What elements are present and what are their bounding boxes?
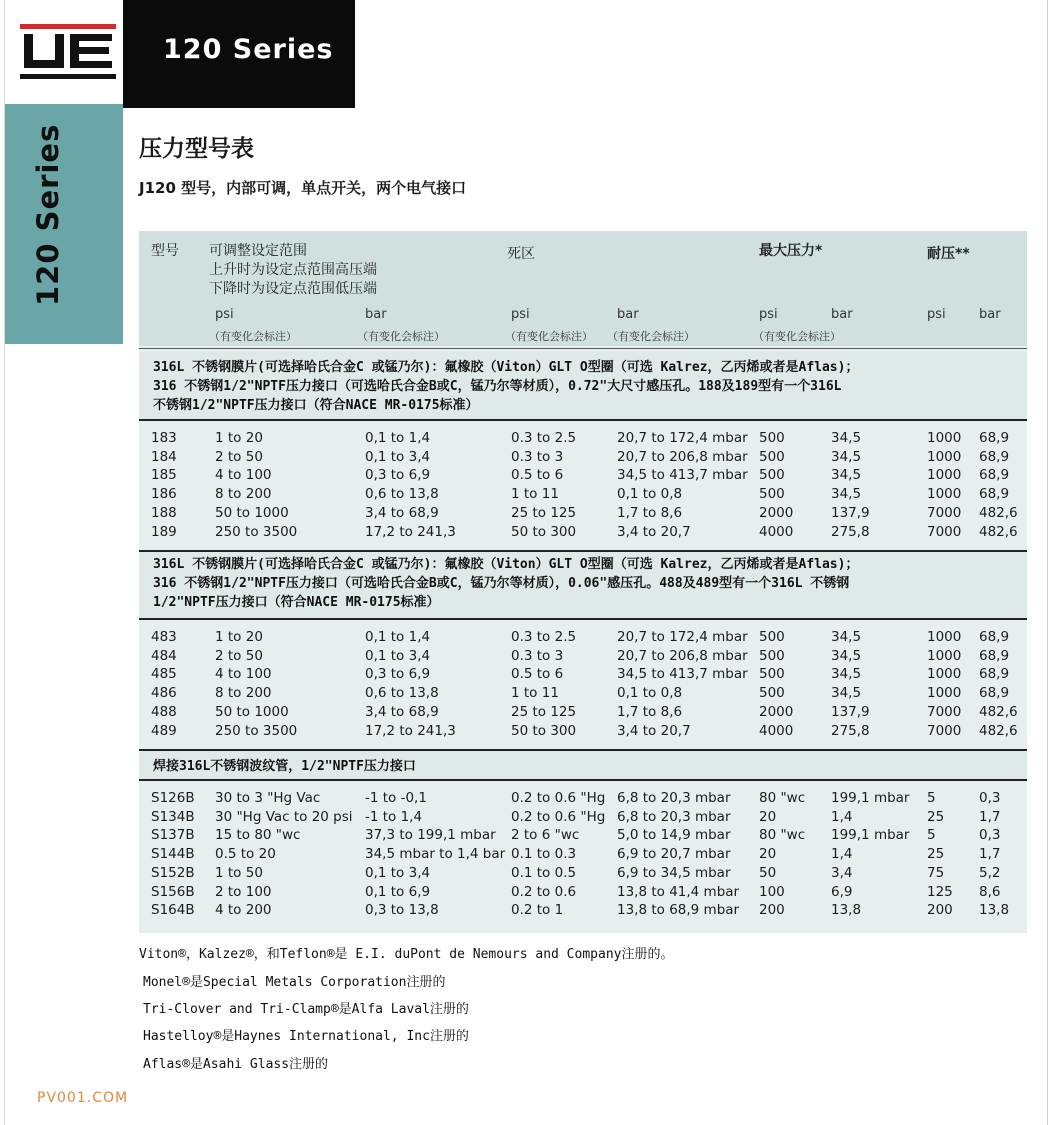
cell-proof-psi: 1000 [927,448,962,465]
cell-range-bar: 0,3 to 6,9 [365,666,431,683]
cell-model: S152B [151,864,195,881]
cell-deadband-psi: 0.1 to 0.3 [511,846,577,863]
table-row [139,846,1027,865]
table-row [139,648,1027,667]
cell-range-bar: 0,1 to 1,4 [365,629,431,645]
table-row [139,865,1027,884]
table-row [139,723,1027,742]
logo-area [5,0,123,104]
cell-model: 183 [151,430,177,446]
site-watermark: PV001.COM [37,1090,129,1106]
header-range-line1: 可调整设定范围 [209,243,307,259]
group-1-rule [139,419,1027,421]
cell-range-bar: 3,4 to 68,9 [365,703,439,720]
cell-deadband-psi: 1 to 11 [511,685,559,702]
cell-range-psi: 1 to 50 [215,864,263,881]
cell-deadband-psi: 0.3 to 3 [511,647,564,664]
cell-range-bar: 0,1 to 1,4 [365,430,431,446]
cell-deadband-psi: 2 to 6 "wc [511,827,580,844]
cell-max-bar: 34,5 [831,448,862,465]
cell-proof-psi: 7000 [927,703,962,720]
cell-proof-psi: 1000 [927,629,962,645]
header-unit-bar: bar [979,307,1001,322]
header-unit-bar: bar [831,307,853,322]
table-row [139,685,1027,704]
cell-proof-bar: 68,9 [979,666,1010,683]
cell-model: S126B [151,790,195,806]
cell-max-bar: 34,5 [831,685,862,702]
table-row [139,629,1027,648]
cell-proof-psi: 1000 [927,666,962,683]
cell-proof-bar: 482,6 [979,703,1018,720]
cell-proof-psi: 7000 [927,504,962,521]
cell-max-psi: 80 "wc [759,790,806,806]
table-row [139,430,1027,449]
cell-max-bar: 13,8 [831,902,862,919]
cell-deadband-psi: 25 to 125 [511,504,577,521]
cell-max-psi: 200 [759,902,785,919]
cell-range-bar: -1 to -0,1 [365,790,427,806]
cell-range-psi: 4 to 100 [215,467,272,484]
cell-model: 485 [151,666,177,683]
cell-deadband-bar: 0,1 to 0,8 [617,685,683,702]
cell-model: 186 [151,486,177,503]
group-2-rule [139,618,1027,620]
cell-deadband-bar: 34,5 to 413,7 mbar [617,467,748,484]
cell-range-psi: 4 to 200 [215,902,272,919]
cell-max-psi: 500 [759,629,785,645]
cell-range-bar: 37,3 to 199,1 mbar [365,827,496,844]
cell-range-bar: 17,2 to 241,3 [365,523,456,540]
cell-model: S134B [151,808,195,825]
group-2-description-band [139,552,1027,618]
cell-model: 484 [151,647,177,664]
cell-proof-bar: 68,9 [979,685,1010,702]
cell-max-bar: 34,5 [831,666,862,683]
cell-deadband-psi: 0.5 to 6 [511,467,564,484]
group-3-rule [139,779,1027,781]
cell-max-psi: 500 [759,666,785,683]
group-1-description-band [139,352,1027,420]
header-unit-psi: psi [759,307,778,322]
page-title: 压力型号表 [139,136,254,162]
cell-model: S137B [151,827,195,844]
cell-range-bar: 0,1 to 6,9 [365,883,431,900]
header-proof: 耐压** [927,246,970,262]
cell-range-psi: 50 to 1000 [215,703,289,720]
ue-logo [20,24,116,82]
cell-model: 189 [151,523,177,540]
cell-proof-bar: 13,8 [979,902,1010,919]
cell-proof-psi: 5 [927,790,936,806]
cell-max-psi: 500 [759,467,785,484]
cell-max-psi: 20 [759,808,777,825]
cell-model: 486 [151,685,177,702]
group-2-description [153,555,1013,612]
cell-proof-bar: 68,9 [979,647,1010,664]
cell-model: 185 [151,467,177,484]
cell-max-psi: 500 [759,430,785,446]
header-unit-psi: psi [511,307,530,322]
cell-proof-psi: 7000 [927,523,962,540]
cell-deadband-psi: 0.2 to 1 [511,902,564,919]
table-row [139,666,1027,685]
cell-max-bar: 34,5 [831,629,862,645]
cell-proof-bar: 1,7 [979,846,1001,863]
cell-proof-bar: 1,7 [979,808,1001,825]
header-divider [139,348,1027,349]
header-max-pressure: 最大压力* [759,243,823,259]
table-row [139,790,1027,809]
cell-proof-psi: 125 [927,883,953,900]
description-line: 316 不锈钢1/2"NPTF压力接口（可选哈氏合金B或C，锰乃尔等材质），0.06"感压孔。488及489型有一个316L 不锈钢 [153,576,850,591]
cell-max-psi: 4000 [759,523,794,540]
footnote-viton: Viton®，Kalzez®，和Teflon®是 E.I. duPont de Nemours and Company注册的。 [139,947,674,962]
cell-deadband-bar: 20,7 to 172,4 mbar [617,430,748,446]
cell-deadband-psi: 0.1 to 0.5 [511,864,577,881]
cell-range-bar: -1 to 1,4 [365,808,423,825]
description-line: 316L 不锈钢膜片(可选择哈氏合金C 或锰乃尔)：氟橡胶（Viton）GLT O型圈（可选 Kalrez，乙丙烯或者是Aflas)； [153,557,859,572]
cell-proof-bar: 482,6 [979,504,1018,521]
table-row [139,884,1027,903]
cell-proof-bar: 5,2 [979,864,1001,881]
footnote-hastelloy: Hastelloy®是Haynes International, Inc注册的 [143,1029,469,1044]
cell-deadband-psi: 50 to 300 [511,523,577,540]
cell-deadband-bar: 1,7 to 8,6 [617,703,683,720]
cell-proof-bar: 68,9 [979,448,1010,465]
cell-proof-psi: 1000 [927,486,962,503]
cell-max-bar: 34,5 [831,467,862,484]
cell-deadband-psi: 0.5 to 6 [511,666,564,683]
cell-deadband-psi: 0.3 to 2.5 [511,629,577,645]
cell-proof-bar: 0,3 [979,827,1001,844]
header-note: （有变化会标注） [357,330,445,343]
cell-proof-psi: 1000 [927,430,962,446]
header-deadband: 死区 [507,246,535,262]
cell-proof-psi: 25 [927,808,945,825]
description-line: 不锈钢1/2"NPTF压力接口（符合NACE MR-0175标准） [153,398,479,413]
cell-model: S156B [151,883,195,900]
footnote-tri-clover: Tri-Clover and Tri-Clamp®是Alfa Laval注册的 [143,1002,469,1017]
cell-proof-psi: 7000 [927,722,962,739]
cell-range-psi: 250 to 3500 [215,523,298,540]
group-3-description-band [139,751,1027,779]
pressure-model-table [139,231,1027,933]
header-note: （有变化会标注） [753,330,841,343]
header-model: 型号 [151,243,179,259]
description-line: 1/2"NPTF压力接口（符合NACE MR-0175标准） [153,595,440,610]
cell-proof-bar: 68,9 [979,486,1010,503]
cell-range-bar: 0,3 to 13,8 [365,902,439,919]
cell-range-psi: 2 to 50 [215,647,263,664]
series-header [123,0,355,108]
cell-max-bar: 137,9 [831,703,870,720]
cell-range-bar: 0,6 to 13,8 [365,685,439,702]
cell-deadband-bar: 6,9 to 34,5 mbar [617,864,731,881]
cell-max-bar: 275,8 [831,523,870,540]
cell-deadband-psi: 25 to 125 [511,703,577,720]
cell-deadband-bar: 6,8 to 20,3 mbar [617,808,731,825]
cell-range-bar: 0,3 to 6,9 [365,467,431,484]
cell-max-bar: 275,8 [831,722,870,739]
cell-proof-bar: 482,6 [979,722,1018,739]
cell-range-bar: 3,4 to 68,9 [365,504,439,521]
description-line: 316 不锈钢1/2"NPTF压力接口（可选哈氏合金B或C，锰乃尔等材质），0.72"大尺寸感压孔。188及189型有一个316L [153,379,842,394]
cell-model: 489 [151,722,177,739]
cell-proof-bar: 482,6 [979,523,1018,540]
cell-deadband-bar: 20,7 to 172,4 mbar [617,629,748,645]
description-line: 焊接316L不锈钢波纹管，1/2"NPTF压力接口 [153,759,416,774]
group-3-description [153,757,1013,776]
cell-deadband-bar: 34,5 to 413,7 mbar [617,666,748,683]
cell-deadband-psi: 0.2 to 0.6 "Hg [511,808,606,825]
cell-proof-psi: 75 [927,864,945,881]
cell-proof-psi: 200 [927,902,953,919]
cell-range-psi: 2 to 100 [215,883,272,900]
cell-deadband-bar: 5,0 to 14,9 mbar [617,827,731,844]
cell-range-psi: 2 to 50 [215,448,263,465]
header-range-line2: 上升时为设定点范围高压端 [209,262,377,278]
cell-model: 184 [151,448,177,465]
cell-max-bar: 3,4 [831,864,853,881]
cell-max-bar: 34,5 [831,486,862,503]
cell-max-bar: 1,4 [831,846,853,863]
cell-deadband-bar: 13,8 to 68,9 mbar [617,902,740,919]
cell-deadband-psi: 0.2 to 0.6 [511,883,577,900]
cell-max-psi: 20 [759,846,777,863]
cell-deadband-bar: 20,7 to 206,8 mbar [617,448,748,465]
table-row [139,902,1027,921]
header-unit-psi: psi [927,307,946,322]
cell-deadband-psi: 0.3 to 3 [511,448,564,465]
cell-range-psi: 1 to 20 [215,430,263,446]
cell-proof-bar: 68,9 [979,430,1010,446]
cell-range-bar: 0,6 to 13,8 [365,486,439,503]
cell-proof-psi: 1000 [927,467,962,484]
cell-deadband-psi: 0.2 to 0.6 "Hg [511,790,606,806]
cell-deadband-bar: 20,7 to 206,8 mbar [617,647,748,664]
cell-model: S164B [151,902,195,919]
cell-deadband-bar: 13,8 to 41,4 mbar [617,883,740,900]
table-row [139,827,1027,846]
cell-model: 483 [151,629,177,645]
cell-range-bar: 0,1 to 3,4 [365,647,431,664]
cell-max-psi: 2000 [759,703,794,720]
cell-max-bar: 1,4 [831,808,853,825]
header-unit-bar: bar [617,307,639,322]
cell-range-bar: 0,1 to 3,4 [365,448,431,465]
footnote-aflas: Aflas®是Asahi Glass注册的 [143,1057,329,1072]
cell-model: 188 [151,504,177,521]
cell-range-psi: 30 "Hg Vac to 20 psi [215,808,353,825]
cell-max-psi: 100 [759,883,785,900]
cell-max-psi: 500 [759,448,785,465]
cell-range-psi: 250 to 3500 [215,722,298,739]
cell-max-psi: 500 [759,685,785,702]
cell-range-psi: 50 to 1000 [215,504,289,521]
cell-range-bar: 34,5 mbar to 1,4 bar [365,846,506,863]
cell-proof-bar: 8,6 [979,883,1001,900]
header-note: （有变化会标注） [209,330,297,343]
table-row [139,524,1027,543]
cell-proof-bar: 0,3 [979,790,1001,806]
cell-deadband-bar: 6,9 to 20,7 mbar [617,846,731,863]
cell-max-bar: 137,9 [831,504,870,521]
cell-max-bar: 34,5 [831,430,862,446]
cell-range-psi: 0.5 to 20 [215,846,276,863]
cell-max-bar: 199,1 mbar [831,790,910,806]
cell-proof-bar: 68,9 [979,467,1010,484]
group-1-description [153,358,1013,415]
cell-deadband-psi: 0.3 to 2.5 [511,430,577,446]
footnote-monel: Monel®是Special Metals Corporation注册的 [143,975,446,990]
cell-max-psi: 2000 [759,504,794,521]
table-header [139,231,1027,346]
table-row [139,704,1027,723]
cell-range-psi: 30 to 3 "Hg Vac [215,790,321,806]
series-header-title: 120 Series [163,34,334,65]
cell-deadband-bar: 1,7 to 8,6 [617,504,683,521]
cell-deadband-psi: 50 to 300 [511,722,577,739]
cell-range-bar: 0,1 to 3,4 [365,864,431,881]
cell-model: 488 [151,703,177,720]
side-band [5,104,123,344]
header-note: （有变化会标注） [505,330,593,343]
cell-proof-bar: 68,9 [979,629,1010,645]
cell-deadband-bar: 6,8 to 20,3 mbar [617,790,731,806]
side-series-label: 120 Series [31,123,65,306]
table-row [139,505,1027,524]
cell-range-psi: 8 to 200 [215,486,272,503]
cell-deadband-psi: 1 to 11 [511,486,559,503]
cell-max-bar: 199,1 mbar [831,827,910,844]
header-unit-psi: psi [215,307,234,322]
page-subtitle: J120 型号，内部可调，单点开关，两个电气接口 [139,179,467,197]
cell-deadband-bar: 3,4 to 20,7 [617,722,691,739]
table-row [139,809,1027,828]
cell-range-psi: 1 to 20 [215,629,263,645]
cell-model: S144B [151,846,195,863]
table-row [139,449,1027,468]
cell-range-psi: 4 to 100 [215,666,272,683]
table-row [139,467,1027,486]
cell-proof-psi: 5 [927,827,936,844]
cell-max-bar: 34,5 [831,647,862,664]
table-row [139,486,1027,505]
cell-max-bar: 6,9 [831,883,853,900]
cell-deadband-bar: 0,1 to 0,8 [617,486,683,503]
header-note: （有变化会标注） [607,330,695,343]
cell-proof-psi: 1000 [927,647,962,664]
cell-max-psi: 50 [759,864,777,881]
header-range-line3: 下降时为设定点范围低压端 [209,281,377,297]
cell-range-psi: 8 to 200 [215,685,272,702]
cell-max-psi: 4000 [759,722,794,739]
cell-max-psi: 500 [759,486,785,503]
cell-proof-psi: 25 [927,846,945,863]
cell-max-psi: 80 "wc [759,827,806,844]
cell-deadband-bar: 3,4 to 20,7 [617,523,691,540]
cell-range-psi: 15 to 80 "wc [215,827,301,844]
cell-range-bar: 17,2 to 241,3 [365,722,456,739]
cell-max-psi: 500 [759,647,785,664]
description-line: 316L 不锈钢膜片(可选择哈氏合金C 或锰乃尔)：氟橡胶（Viton）GLT O型圈（可选 Kalrez，乙丙烯或者是Aflas)； [153,360,859,375]
cell-proof-psi: 1000 [927,685,962,702]
header-unit-bar: bar [365,307,387,322]
